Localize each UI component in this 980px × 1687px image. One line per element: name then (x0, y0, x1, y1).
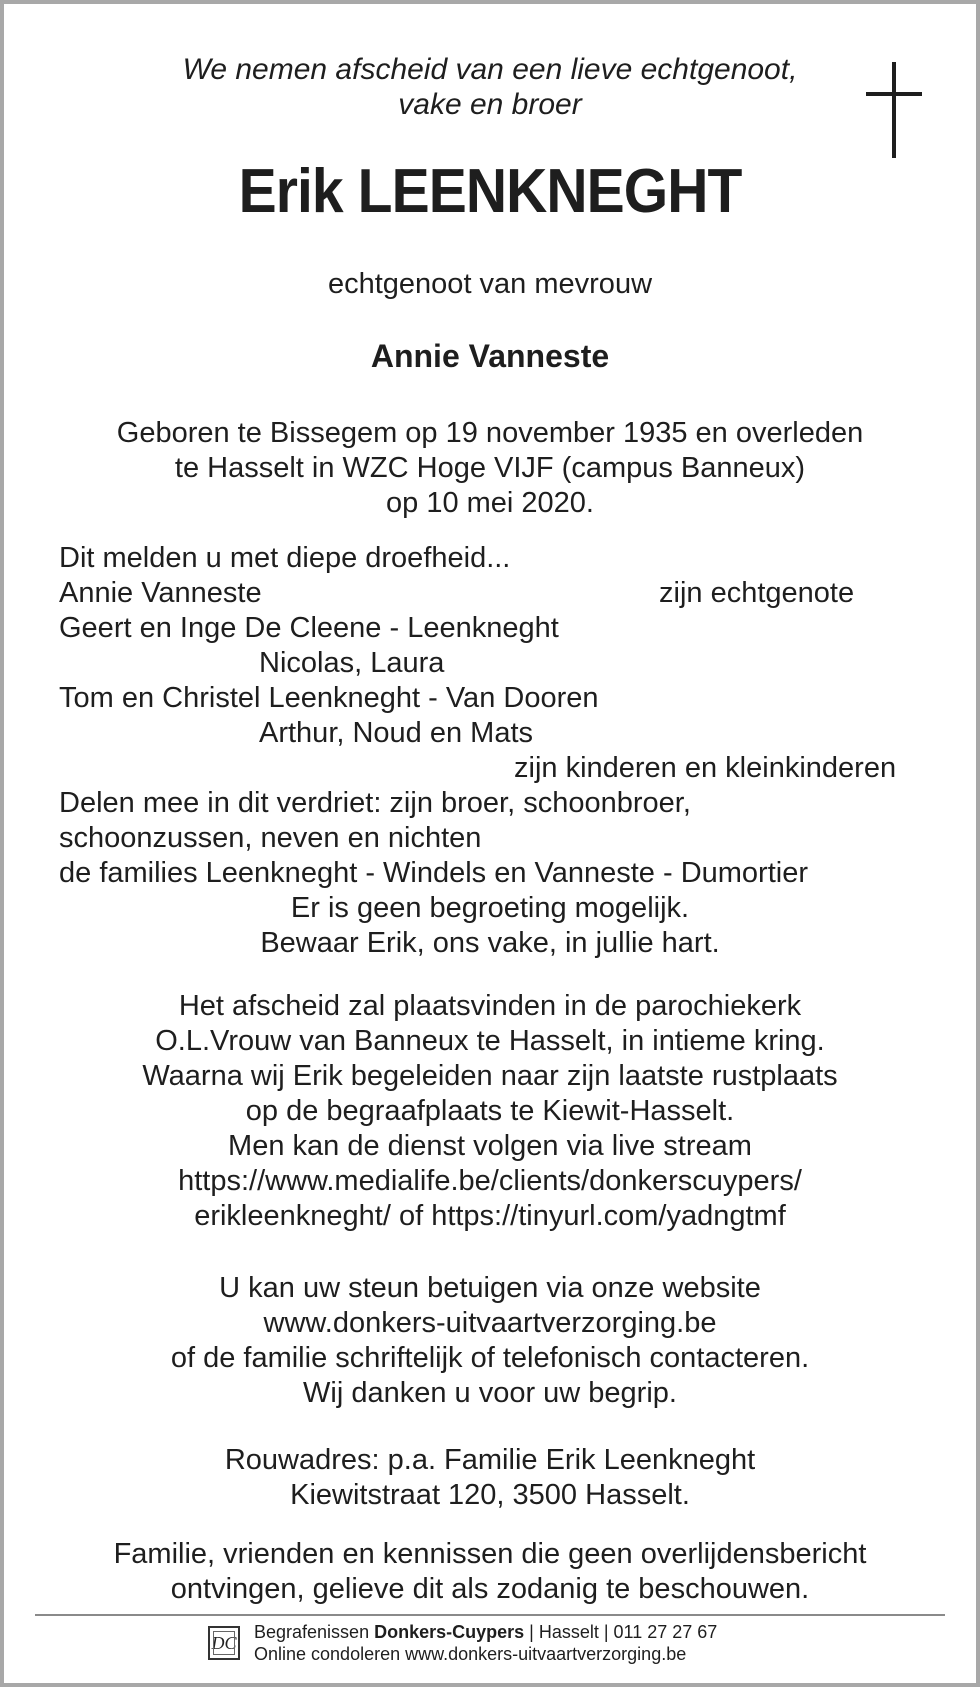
footer-details: | Hasselt | 011 27 27 67 (529, 1622, 718, 1642)
address-line: Kiewitstraat 120, 3500 Hasselt. (290, 1479, 690, 1511)
family-share: schoonzussen, neven en nichten (59, 822, 482, 854)
birth-death-line: Geboren te Bissegem op 19 november 1935 en overleden (116, 417, 864, 449)
closing-line: ontvingen, gelieve dit als zodanig te beschouwen. (170, 1573, 810, 1605)
family-share: de families Leenkneght - Windels en Vanneste - Dumortier (59, 857, 809, 889)
spouse-intro: echtgenoot van mevrouw (327, 268, 653, 300)
deceased-name: Erik LEENKNEGHT (238, 157, 742, 226)
support-line: Wij danken u voor uw begrip. (303, 1377, 677, 1409)
footer-company-line (254, 1621, 717, 1643)
footer-online-condolences[interactable]: Online condoleren www.donkers-uitvaartverzorging.be (254, 1644, 687, 1664)
funeral-home-logo-icon: DC (208, 1626, 240, 1660)
footer-company: Donkers-Cuypers (374, 1622, 525, 1642)
footer-prefix: Begrafenissen (254, 1622, 370, 1642)
address-line: Rouwadres: p.a. Familie Erik Leenkneght (224, 1444, 756, 1476)
ceremony-line: Waarna wij Erik begeleiden naar zijn laatste rustplaats (142, 1060, 838, 1092)
closing-note (0, 1537, 980, 1607)
birth-death-info (0, 416, 980, 521)
closing-line: Familie, vrienden en kennissen die geen overlijdensbericht (113, 1538, 867, 1570)
spouse-name: Annie Vanneste (370, 338, 610, 374)
family-child: Geert en Inge De Cleene - Leenkneght (59, 612, 559, 644)
mourning-address (0, 1443, 980, 1513)
family-share: Delen mee in dit verdriet: zijn broer, schoonbroer, (59, 787, 691, 819)
support-info (0, 1271, 980, 1411)
livestream-link-alt[interactable]: erikleenkneght/ of https://tinyurl.com/yadngtmf (194, 1200, 786, 1232)
support-line: U kan uw steun betuigen via onze website (219, 1272, 761, 1304)
birth-death-line: te Hasselt in WZC Hoge VIJF (campus Banneux) (174, 452, 806, 484)
footer-divider (35, 1614, 945, 1616)
intro-line: We nemen afscheid van een lieve echtgenoot, (182, 53, 798, 86)
intro-text (40, 52, 940, 122)
birth-death-line: op 10 mei 2020. (386, 487, 594, 519)
family-announce: Dit melden u met diepe droefheid... (59, 542, 511, 574)
no-greeting-note: Er is geen begroeting mogelijk. (290, 892, 690, 924)
support-line: of de familie schriftelijk of telefonisch contacteren. (170, 1342, 810, 1374)
livestream-link[interactable]: https://www.medialife.be/clients/donkerscuypers/ (178, 1165, 802, 1197)
ceremony-line: Het afscheid zal plaatsvinden in de parochiekerk (178, 990, 802, 1022)
family-child: Tom en Christel Leenkneght - Van Dooren (59, 682, 599, 714)
website-link[interactable]: www.donkers-uitvaartverzorging.be (263, 1307, 717, 1339)
family-spouse-role: zijn echtgenote (659, 577, 855, 609)
intro-line: vake en broer (398, 88, 582, 121)
ceremony-info (0, 989, 980, 1234)
ceremony-line: Men kan de dienst volgen via live stream (228, 1130, 752, 1162)
keep-in-heart-note: Bewaar Erik, ons vake, in jullie hart. (260, 927, 720, 959)
ceremony-line: op de begraafplaats te Kiewit-Hasselt. (245, 1095, 735, 1127)
family-grandchildren: Arthur, Noud en Mats (259, 717, 534, 749)
family-spouse: Annie Vanneste (59, 577, 262, 609)
family-children-role: zijn kinderen en kleinkinderen (514, 752, 897, 784)
ceremony-line: O.L.Vrouw van Banneux te Hasselt, in intieme kring. (155, 1025, 825, 1057)
family-grandchildren: Nicolas, Laura (259, 647, 445, 679)
